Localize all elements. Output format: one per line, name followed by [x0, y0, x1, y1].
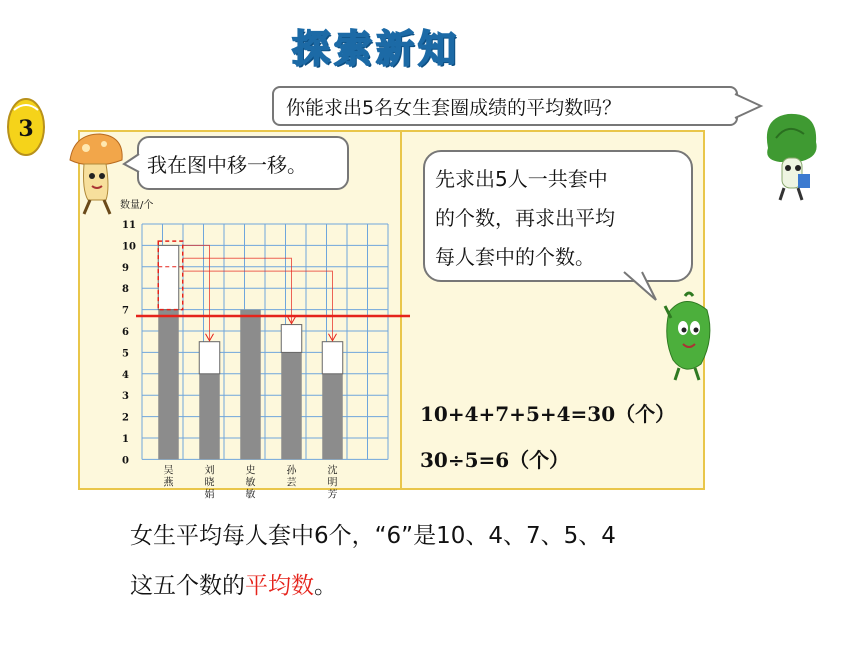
- calc-line-2: 30÷5=6（个）: [420, 448, 570, 472]
- hint-bubble-tail-icon: [122, 152, 140, 174]
- category-label: 孙: [286, 465, 297, 477]
- badge-number: 3: [18, 116, 34, 142]
- y-tick-label: 4: [122, 369, 129, 381]
- conclusion-highlight: 平均数: [245, 573, 314, 599]
- transfer-arrow: [183, 245, 210, 339]
- category-label: 史: [245, 465, 256, 477]
- transfer-arrow: [183, 258, 292, 322]
- y-tick-label: 9: [122, 262, 129, 274]
- bar: [158, 310, 179, 460]
- category-label: 娟: [204, 489, 215, 501]
- bar: [281, 352, 302, 459]
- y-tick-label: 10: [122, 241, 136, 253]
- pepper-character-icon: [655, 288, 717, 384]
- bar-moved-part: [158, 245, 179, 309]
- method-line-2: 的个数，再求出平均: [435, 206, 615, 230]
- question-bubble: 你能求出5名女生套圈成绩的平均数吗？: [272, 86, 738, 126]
- method-bubble-tail-icon: [620, 270, 660, 304]
- bar: [199, 374, 220, 460]
- bar-filled-part: [281, 325, 302, 353]
- y-tick-label: 1: [122, 434, 129, 445]
- bar-filled-part: [199, 342, 220, 374]
- y-tick-label: 7: [122, 305, 129, 317]
- category-label: 晓: [204, 477, 215, 489]
- y-axis-label: 数量/个: [120, 200, 154, 211]
- category-label: 敏: [245, 477, 256, 489]
- bar: [240, 310, 261, 460]
- category-label: 芸: [286, 477, 297, 489]
- conclusion-line-2-text: 这五个数的: [130, 573, 245, 599]
- y-tick-label: 6: [122, 327, 129, 338]
- cabbage-character-icon: [758, 108, 824, 204]
- conclusion-end: 。: [314, 573, 337, 599]
- y-tick-label: 2: [122, 412, 129, 424]
- category-label: 燕: [163, 477, 174, 489]
- page-title: 探索新知: [292, 27, 461, 71]
- category-label: 明: [327, 477, 338, 489]
- number-badge-icon: [6, 96, 46, 158]
- calc-line-1: 10+4+7+5+4=30（个）: [420, 402, 676, 426]
- category-label: 刘: [204, 465, 215, 477]
- category-label: 吴: [163, 465, 174, 477]
- bar-chart: [100, 192, 400, 501]
- y-tick-label: 5: [122, 348, 129, 360]
- panel-divider: [400, 132, 402, 488]
- method-line-3: 每人套中的个数。: [435, 245, 595, 269]
- hint-bubble: 我在图中移一移。: [137, 136, 349, 190]
- bar: [322, 374, 343, 460]
- y-tick-label: 3: [122, 391, 129, 403]
- category-label: 敏: [245, 489, 256, 501]
- conclusion-line-1: 女生平均每人套中6个，“6”是10、4、7、5、4: [130, 523, 616, 549]
- y-tick-label: 11: [122, 220, 136, 231]
- category-label: 芳: [327, 489, 338, 501]
- y-tick-label: 0: [122, 455, 129, 467]
- conclusion-line-2: [130, 561, 770, 611]
- conclusion: [130, 511, 770, 611]
- bar-filled-part: [322, 342, 343, 374]
- category-label: 沈: [327, 465, 338, 477]
- method-line-1: 先求出5人一共套中: [435, 167, 608, 191]
- method-bubble: [423, 150, 693, 282]
- y-tick-label: 8: [122, 284, 129, 296]
